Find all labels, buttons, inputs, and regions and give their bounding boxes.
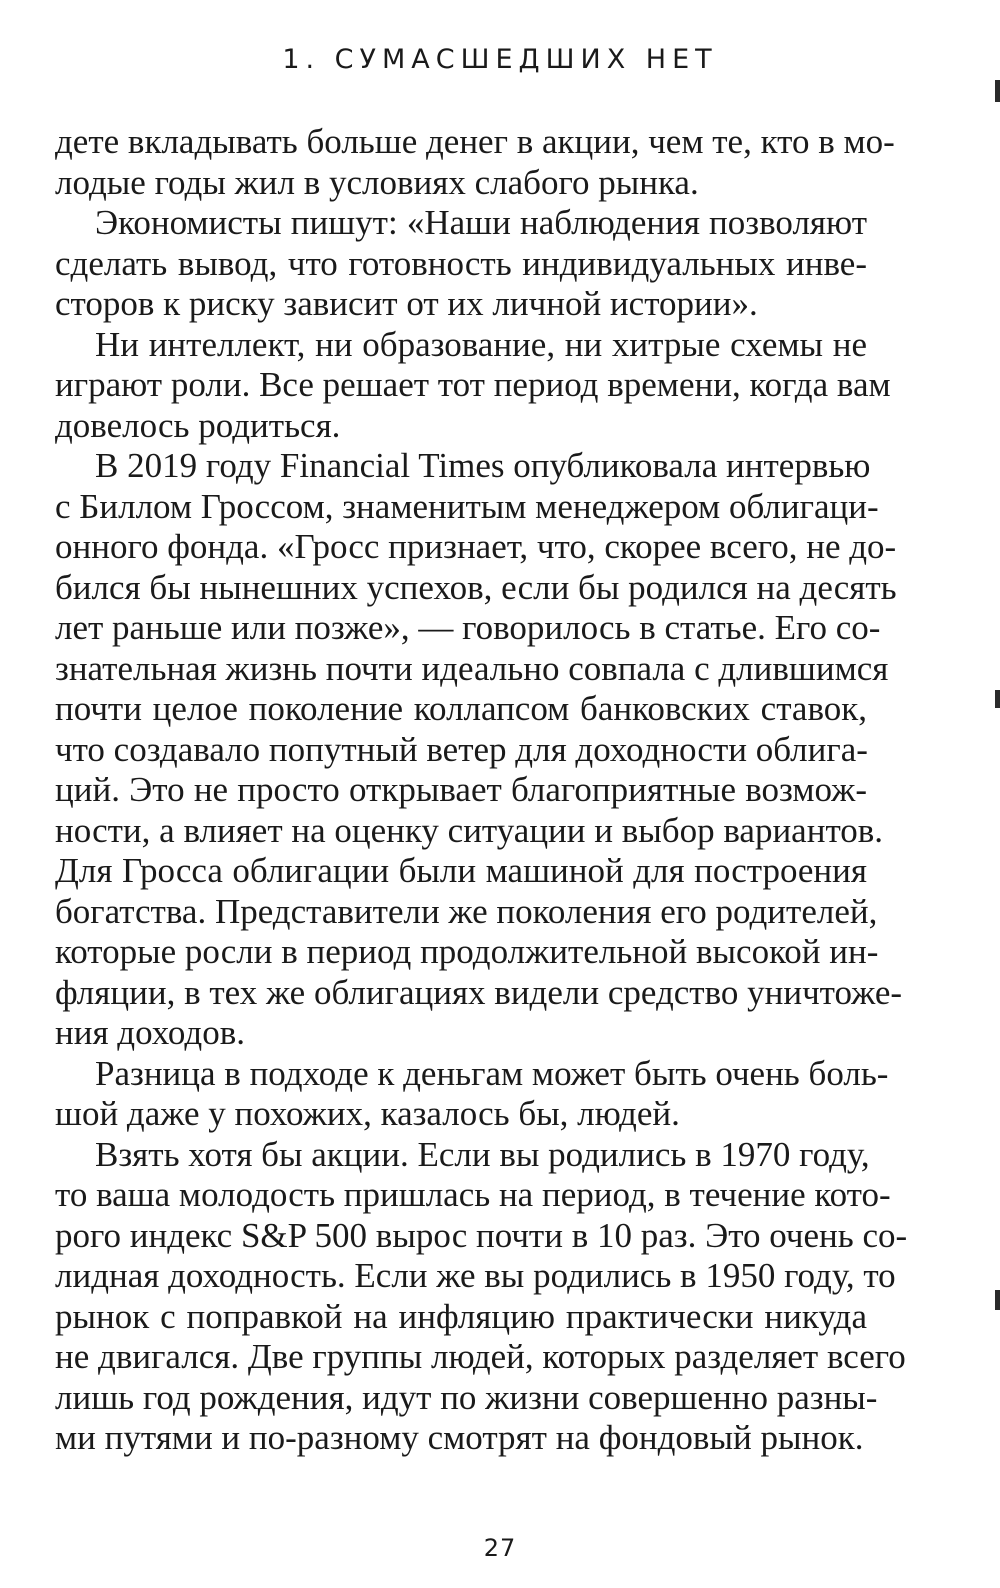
page-edge-mark [995, 80, 1000, 102]
text-line: ций. Это не просто открывает благоприятные возмож- [55, 770, 867, 809]
text-line: Для Гросса облигации были машиной для построения [55, 851, 867, 890]
text-line: сторов к риску зависит от их личной истории». [55, 284, 758, 323]
text-line: которые росли в период продолжительной высокой ин- [55, 932, 879, 971]
text-line: с Биллом Гроссом, знаменитым менеджером облигаци- [55, 486, 879, 526]
text-line: почти целое поколение коллапсом банковских ставок, [55, 689, 867, 728]
text-line: рынок с поправкой на инфляцию практически никуда [55, 1296, 867, 1336]
text-line: лет раньше или позже», — говорилось в статье. Его со- [55, 608, 881, 647]
page-number: 27 [483, 1534, 517, 1562]
text-line: рого индекс S&P 500 вырос почти в 10 раз. Это очень со- [55, 1215, 908, 1255]
text-line: Экономисты пишут: «Наши наблюдения позволяют [95, 203, 867, 242]
body-text [55, 122, 908, 1459]
text-line: что создавало попутный ветер для доходности облига- [55, 729, 868, 769]
text-line: богатства. Представители же поколения его родителей, [55, 891, 878, 931]
text-line: сделать вывод, что готовность индивидуальных инве- [55, 243, 867, 283]
text-line: Взять хотя бы акции. Если вы родились в 1970 году, [95, 1134, 870, 1174]
text-line: играют роли. Все решает тот период времени, когда вам [55, 365, 891, 404]
page-edge-mark [995, 690, 1000, 708]
text-line: знательная жизнь почти идеально совпала с длившимся [55, 648, 889, 688]
text-line: фляции, в тех же облигациях видели средство уничтоже- [55, 972, 903, 1012]
text-line: шой даже у похожих, казалось бы, людей. [55, 1094, 680, 1133]
page-edge-mark [995, 1290, 1000, 1310]
text-line: онного фонда. «Гросс признает, что, скорее всего, не до- [55, 527, 897, 566]
text-line: В 2019 году Financial Times опубликовала интервью [95, 446, 871, 485]
text-line: лодые годы жил в условиях слабого рынка. [55, 162, 699, 202]
text-line: довелось родиться. [55, 405, 341, 445]
text-line: ми путями и по-разному смотрят на фондовый рынок. [55, 1418, 864, 1457]
text-line: лидная доходность. Если же вы родились в 1950 году, то [55, 1256, 896, 1295]
text-line: Ни интеллект, ни образование, ни хитрые схемы не [95, 324, 867, 364]
text-line: бился бы нынешних успехов, если бы родился на десять [55, 567, 897, 607]
running-head: 1. СУМАСШЕДШИХ НЕТ [282, 44, 718, 75]
text-line: то ваша молодость пришлась на период, в течение кото- [55, 1175, 891, 1214]
text-line: Разница в подходе к деньгам может быть очень боль- [95, 1053, 889, 1093]
text-line: лишь год рождения, идут по жизни совершенно разны- [55, 1377, 878, 1417]
text-line: ния доходов. [55, 1013, 245, 1052]
text-line: дете вкладывать больше денег в акции, чем те, кто в мо- [55, 122, 895, 161]
text-line: ности, а влияет на оценку ситуации и выбор вариантов. [55, 810, 884, 850]
text-line: не двигался. Две группы людей, которых разделяет всего [55, 1337, 906, 1376]
